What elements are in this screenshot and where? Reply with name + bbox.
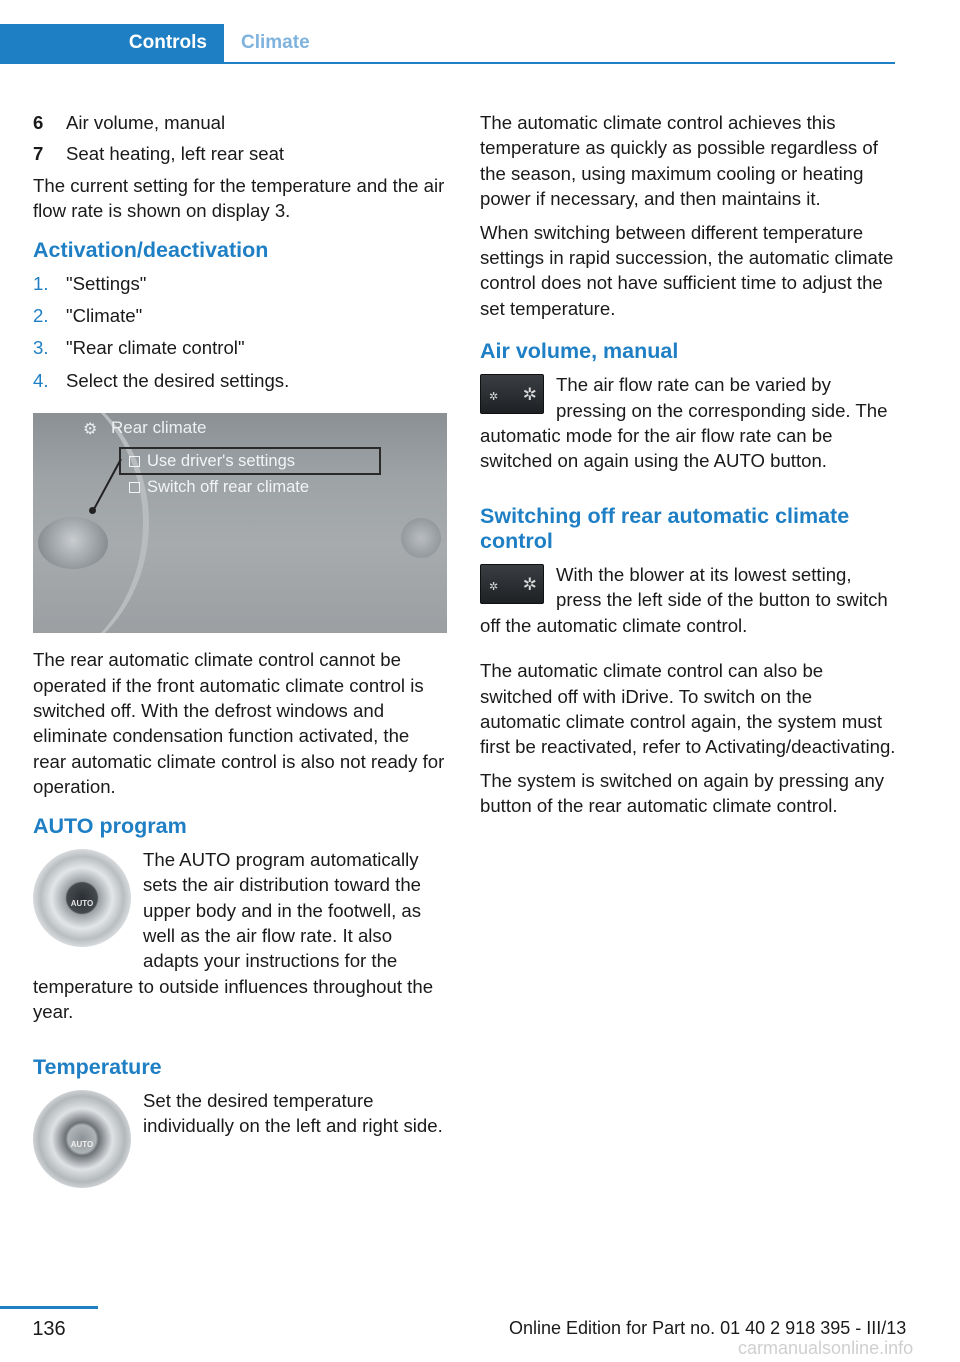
heading-activation: Activation/deactivation <box>33 237 269 262</box>
footer-line <box>0 1306 98 1309</box>
step-item: 1. "Settings" <box>33 272 147 294</box>
paragraph-reactivate: The system is switched on again by pressing any button of the rear automatic climate control. <box>480 769 885 817</box>
heading-auto-program: AUTO program <box>33 813 187 838</box>
tab-controls: Controls <box>0 24 224 62</box>
left-column <box>33 110 447 1192</box>
heading-air-volume: Air volume, manual <box>480 339 679 364</box>
edition-text: Online Edition for Part no. 01 40 2 918 395 - III/13 <box>509 1318 907 1338</box>
paragraph-achieves: The automatic climate control achieves this temperature as quickly as possible regardless of the season, using maximum cooling or heating power if necessary, and then maintains it. <box>480 112 878 210</box>
screen-option-switch-off: Switch off rear climate <box>129 475 309 500</box>
paragraph-auto: The AUTO program automatically sets the air distribution toward the upper body and in the footwell, as well as the air flow rate. It also adapts your instructions for the temperature to outside influences throughout the year. <box>33 848 434 1023</box>
fan-small-icon: ✲ <box>489 391 499 404</box>
list-item: 7 Seat heating, left rear seat <box>33 143 285 165</box>
heading-switch-off: Switching off rear automatic climate control <box>480 503 850 553</box>
right-column <box>480 110 896 827</box>
temperature-dial-image: AUTO <box>33 1090 131 1188</box>
tab-climate: Climate <box>241 32 310 53</box>
step-item: 3. "Rear climate control" <box>33 337 245 359</box>
screen-option-use-driver: Use driver's settings <box>129 449 295 474</box>
idrive-screen-image <box>33 413 447 633</box>
header-tabbar <box>0 24 895 64</box>
heading-temperature: Temperature <box>33 1054 162 1079</box>
step-item: 4. Select the desired settings. <box>33 369 290 391</box>
paragraph-rear-climate: The rear automatic climate control cannot be operated if the front automatic climate control is switched off. With the defrost windows and eliminate condensation function activated, the rear automatic climate control is also not ready for operation. <box>33 649 445 798</box>
fan-large-icon: ✲ <box>522 385 537 405</box>
list-item: 6 Air volume, manual <box>33 112 226 133</box>
fan-button-image <box>480 564 544 604</box>
pointer-line <box>33 413 447 633</box>
paragraph-temperature: Set the desired temperature individually on the left and right side. <box>143 1089 443 1136</box>
screen-title: Rear climate <box>111 418 207 438</box>
paragraph-switching: When switching between different temperature settings in rapid succession, the automatic climate control does not have sufficient time to adjust the set temperature. <box>480 221 894 319</box>
fan-small-icon: ✲ <box>489 580 499 593</box>
fan-large-icon: ✲ <box>522 574 537 594</box>
paragraph-current-setting: The current setting for the temperature and the air flow rate is shown on display 3. <box>33 174 445 222</box>
paragraph-air-volume: The air flow rate can be varied by pressing on the corresponding side. The automatic mode for the air flow rate can be switched on again using the AUTO button. <box>480 374 888 472</box>
gear-icon: ⚙ <box>83 421 98 439</box>
paragraph-idrive: The automatic climate control can also be switched off with iDrive. To switch on the automatic climate control again, the system must first be reactivated, refer to Activating/deactivating. <box>480 660 896 758</box>
page-number: 136 <box>32 1318 66 1340</box>
paragraph-switch-off: With the blower at its lowest setting, press the left side of the button to switch off the automatic climate control. <box>480 563 888 636</box>
watermark: carmanualsonline.info <box>738 1338 914 1358</box>
fan-button-image <box>480 374 544 414</box>
step-item: 2. "Climate" <box>33 305 143 327</box>
auto-button-image: AUTO <box>33 849 131 947</box>
